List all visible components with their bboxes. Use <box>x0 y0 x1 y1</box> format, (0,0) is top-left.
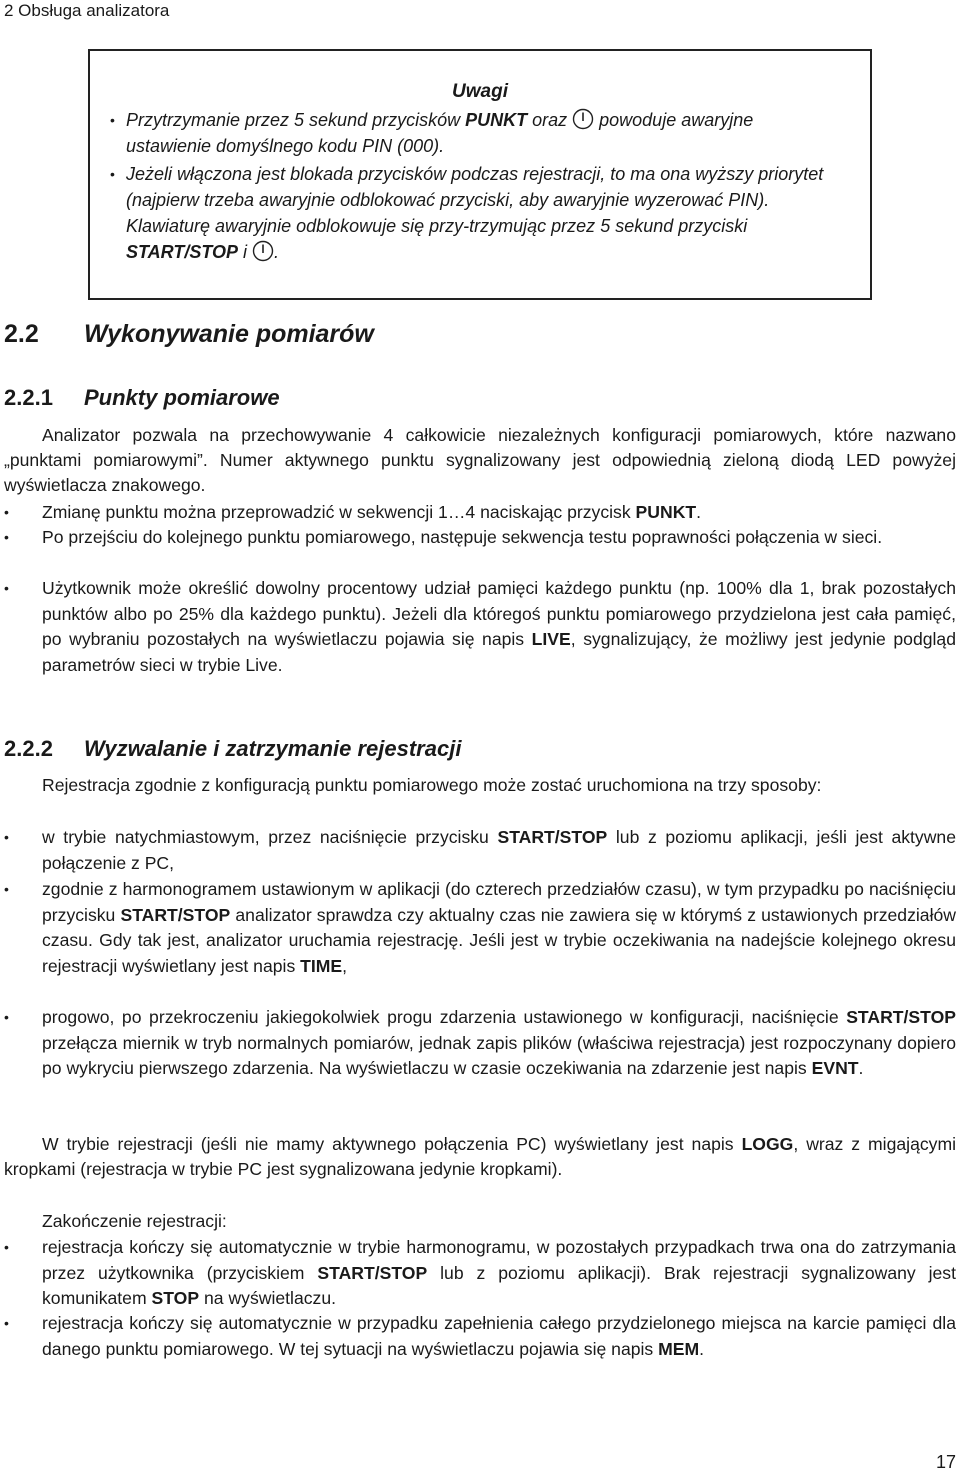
bullet-icon: • <box>4 580 9 596</box>
paragraph: W trybie rejestracji (jeśli nie mamy aktywnego połączenia PC) wyświetlany jest napis LOGG, wraz z migającymi kropkami (rejestracja w trybie PC jest sygnalizowana jedynie kropkami). <box>4 1134 957 1179</box>
bullet-icon: • <box>110 112 115 128</box>
list-item: • progowo, po przekroczeniu jakiegokolwiek progu zdarzenia ustawionego w konfiguracji, naciśnięcie START/STOP przełącza miernik w tryb normalnych pomiarów, jednak zapis plików (właściwa rejestracja) jest rozpoczynany dopiero po wykryciu pierwszego zdarzenia. Na wyświetlaczu w czasie oczekiwania na zdarzenie jest napis EVNT. <box>4 1007 956 1078</box>
page-number: 17 <box>935 1452 956 1472</box>
bullet-icon: • <box>4 1315 9 1331</box>
power-button-icon <box>252 240 274 262</box>
bullet-icon: • <box>4 881 9 897</box>
note-item-1: • Przytrzymanie przez 5 sekund przycisków PUNKT oraz powoduje awaryjne ustawienie domyślnego kodu PIN (000). <box>126 107 826 159</box>
list-item: • rejestracja kończy się automatycznie w przypadku zapełnienia całego przydzielonego miejsca na karcie pamięci dla danego punktu pomiarowego. W tej sytuacji na wyświetlaczu pojawia się napis MEM. <box>4 1313 956 1359</box>
bullet-icon: • <box>4 504 9 520</box>
note-title: Uwagi <box>452 81 508 102</box>
subsection-heading-2: 2.2.2 Wyzwalanie i zatrzymanie rejestracji <box>4 736 462 761</box>
bullet-icon: • <box>110 166 115 182</box>
subsection-heading-1: 2.2.1 Punkty pomiarowe <box>4 385 280 410</box>
bullet-icon: • <box>4 529 9 545</box>
end-label: Zakończenie rejestracji: <box>42 1211 227 1231</box>
bullet-icon: • <box>4 1239 9 1255</box>
list-item: • Po przejściu do kolejnego punktu pomiarowego, następuje sekwencja testu poprawności połączenia w sieci. <box>42 525 956 551</box>
list-item: • w trybie natychmiastowym, przez naciśnięcie przycisku START/STOP lub z poziomu aplikacji, jeśli jest aktywne połączenie z PC, <box>4 827 956 873</box>
list-item: • Użytkownik może określić dowolny procentowy udział pamięci każdego punktu (np. 100% dla 1, brak pozostałych punktów albo po 25% dla każdego punktu). Jeżeli dla któregoś punktu pomiarowego przydzielona jest cała pamięć, po wybraniu pozostałych na wyświetlaczu pojawia się napis LIVE, sygnalizujący, że możliwy jest jedynie podgląd parametrów sieci w trybie Live. <box>4 578 956 675</box>
chapter-header: 2 Obsługa analizatora <box>4 1 170 20</box>
bullet-icon: • <box>4 829 9 845</box>
note-box <box>88 49 872 300</box>
paragraph: Rejestracja zgodnie z konfiguracją punktu pomiarowego może zostać uruchomiona na trzy sposoby: <box>42 775 822 795</box>
note-item-2: • Jeżeli włączona jest blokada przycisków podczas rejestracji, to ma ona wyższy priorytet (najpierw trzeba awaryjnie odblokować przyciski, aby awaryjnie wyzerować PIN). Klawiaturę awaryjnie odblokowuje się przy-trzymując przez 5 sekund przyciski START/STOP i . <box>126 161 826 265</box>
paragraph: Analizator pozwala na przechowywanie 4 całkowicie niezależnych konfiguracji pomiarowych, które nazwano „punktami pomiarowymi”. Numer aktywnego punktu sygnalizowany jest odpowiednią zieloną diodą LED powyżej wyświetlacza znakowego. <box>4 425 956 495</box>
list-item: • zgodnie z harmonogramem ustawionym w aplikacji (do czterech przedziałów czasu), w tym przypadku po naciśnięciu przycisku START/STOP analizator sprawdza czy aktualny czas nie zawiera się w którymś z ustawionych przedziałów czasu. Gdy tak jest, analizator uruchamia rejestrację. Jeśli jest w trybie oczekiwania na nadejście kolejnego okresu rejestracji wyświetlany jest napis TIME, <box>4 879 956 976</box>
list-item: • Zmianę punktu można przeprowadzić w sekwencji 1…4 naciskając przycisk PUNKT. <box>42 500 956 526</box>
section-heading: 2.2 Wykonywanie pomiarów <box>4 320 374 348</box>
list-item: • rejestracja kończy się automatycznie w trybie harmonogramu, w pozostałych przypadkach trwa ona do zatrzymania przez użytkownika (przyciskiem START/STOP lub z poziomu aplikacji). Brak rejestracji sygnalizowany jest komunikatem STOP na wyświetlaczu. <box>4 1237 956 1308</box>
bullet-icon: • <box>4 1009 9 1025</box>
power-button-icon <box>572 108 594 130</box>
